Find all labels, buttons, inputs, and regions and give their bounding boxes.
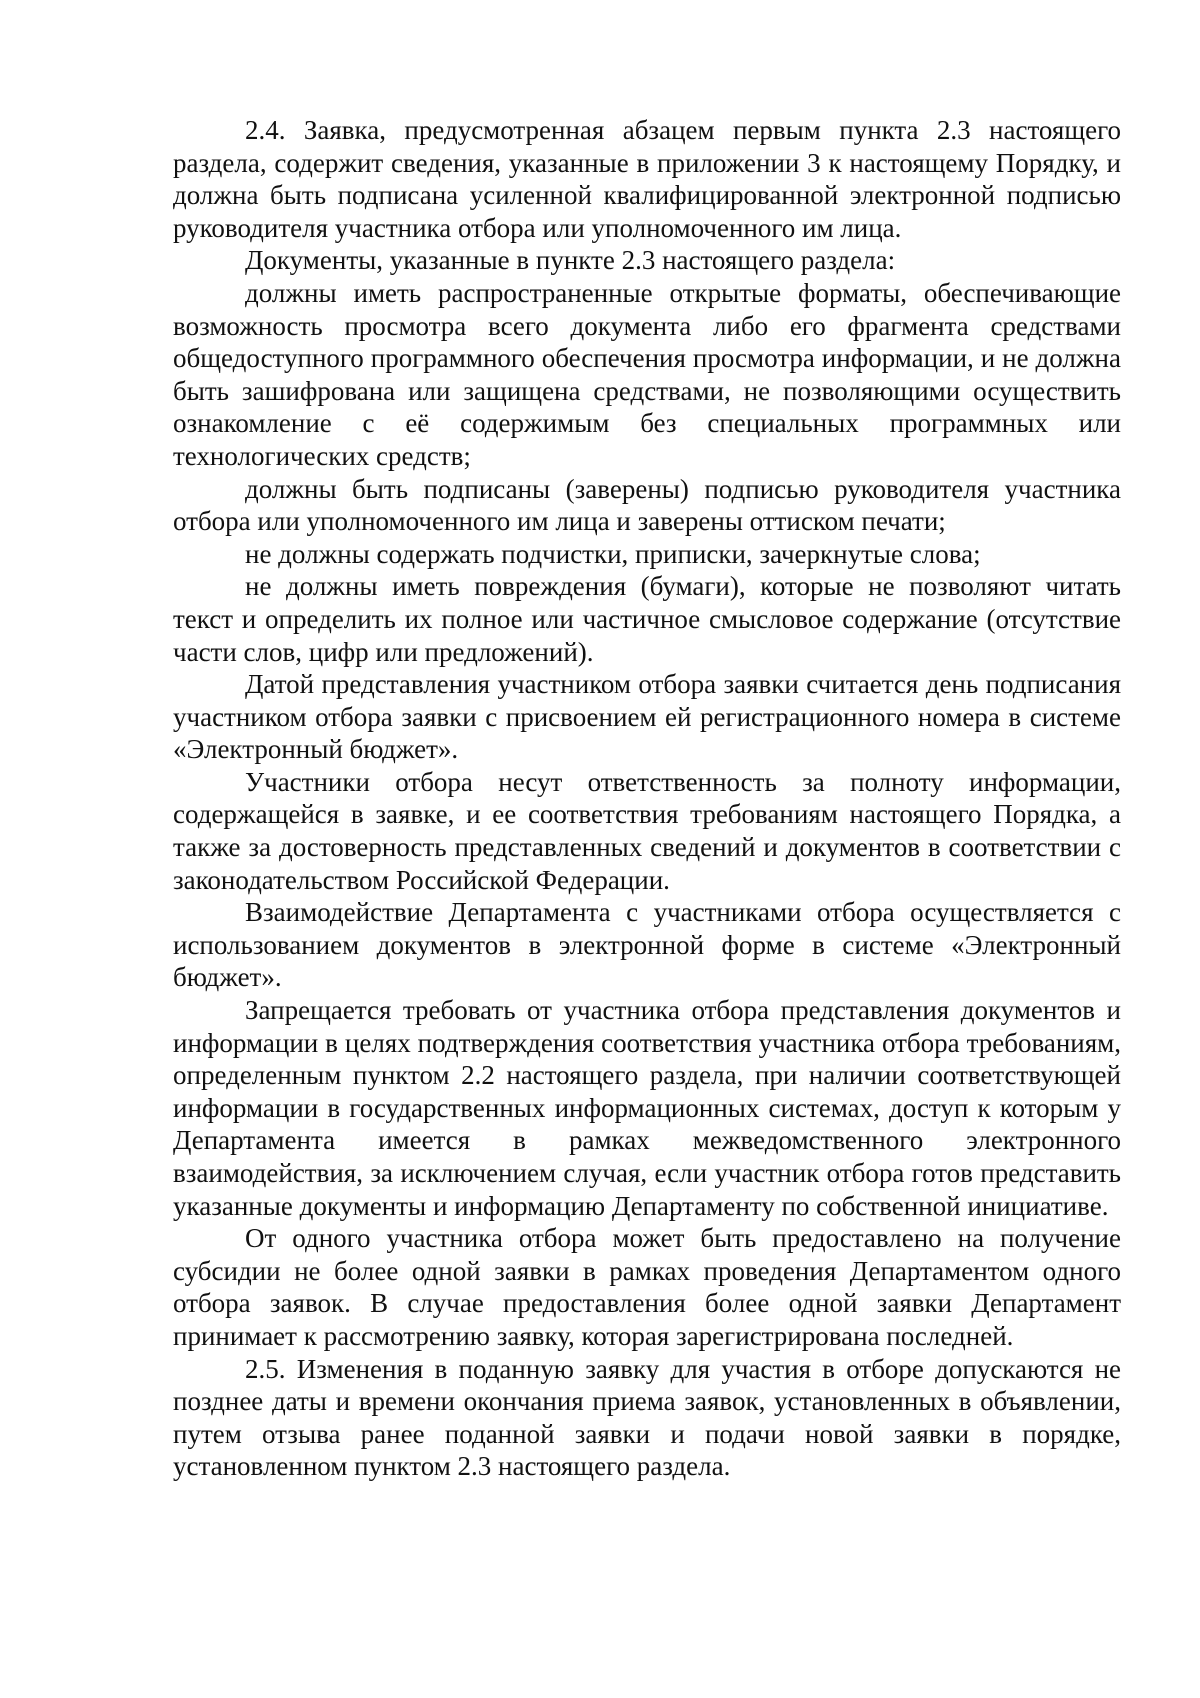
paragraph-signature: должны быть подписаны (заверены) подписью руководителя участника отбора или уполномоченного им лица и заверены оттиском печати; bbox=[173, 473, 1121, 537]
paragraph-documents-intro: Документы, указанные в пункте 2.3 настоящего раздела: bbox=[245, 245, 896, 276]
paragraph-submission-date: Датой представления участником отбора заявки считается день подписания участником отбора заявки с присвоением ей регистрационного номера в системе «Электронный бюджет». bbox=[173, 669, 1121, 765]
paragraph-no-corrections: не должны содержать подчистки, приписки, зачеркнутые слова; bbox=[245, 538, 981, 569]
document-page bbox=[173, 114, 1121, 1483]
paragraph-2-4: 2.4. Заявка, предусмотренная абзацем первым пункта 2.3 настоящего раздела, содержит сведения, указанные в приложении 3 к настоящему Порядку, и должна быть подписана усиленной квалифицированной электронной подписью руководителя участника отбора или уполномоченного им лица. bbox=[173, 115, 1121, 243]
paragraph-prohibition: Запрещается требовать от участника отбора представления документов и информации в целях подтверждения соответствия участника отбора требованиям, определенным пунктом 2.2 настоящего раздела, при наличии соответствующей информации в государственных информационных системах, доступ к которым у Департамента имеется в рамках межведомственного электронного взаимодействия, за исключением случая, если участник отбора готов представить указанные документы и информацию Департаменту по собственной инициативе. bbox=[173, 995, 1121, 1221]
paragraph-single-application: От одного участника отбора может быть предоставлено на получение субсидии не более одной заявки в рамках проведения Департаментом одного отбора заявок. В случае предоставления более одной заявки Департамент принимает к рассмотрению заявку, которая зарегистрирована последней. bbox=[173, 1223, 1121, 1351]
paragraph-no-damage: не должны иметь повреждения (бумаги), которые не позволяют читать текст и определить их полное или частичное смысловое содержание (отсутствие части слов, цифр или предложений). bbox=[173, 571, 1121, 667]
paragraph-formats: должны иметь распространенные открытые форматы, обеспечивающие возможность просмотра всего документа либо его фрагмента средствами общедоступного программного обеспечения просмотра информации, и не должна быть зашифрована или защищена средствами, не позволяющими осуществить ознакомление с её содержимым без специальных программных или технологических средств; bbox=[173, 277, 1121, 471]
paragraph-2-5: 2.5. Изменения в поданную заявку для участия в отборе допускаются не позднее даты и времени окончания приема заявок, установленных в объявлении, путем отзыва ранее поданной заявки и подачи новой заявки в порядке, установленном пунктом 2.3 настоящего раздела. bbox=[173, 1353, 1121, 1482]
paragraph-responsibility: Участники отбора несут ответственность за полноту информации, содержащейся в заявке, и ее соответствия требованиям настоящего Порядка, а также за достоверность представленных сведений и документов в соответствии с законодательством Российской Федерации. bbox=[173, 766, 1121, 895]
paragraph-interaction: Взаимодействие Департамента с участниками отбора осуществляется с использованием документов в электронной форме в системе «Электронный бюджет». bbox=[173, 897, 1121, 993]
